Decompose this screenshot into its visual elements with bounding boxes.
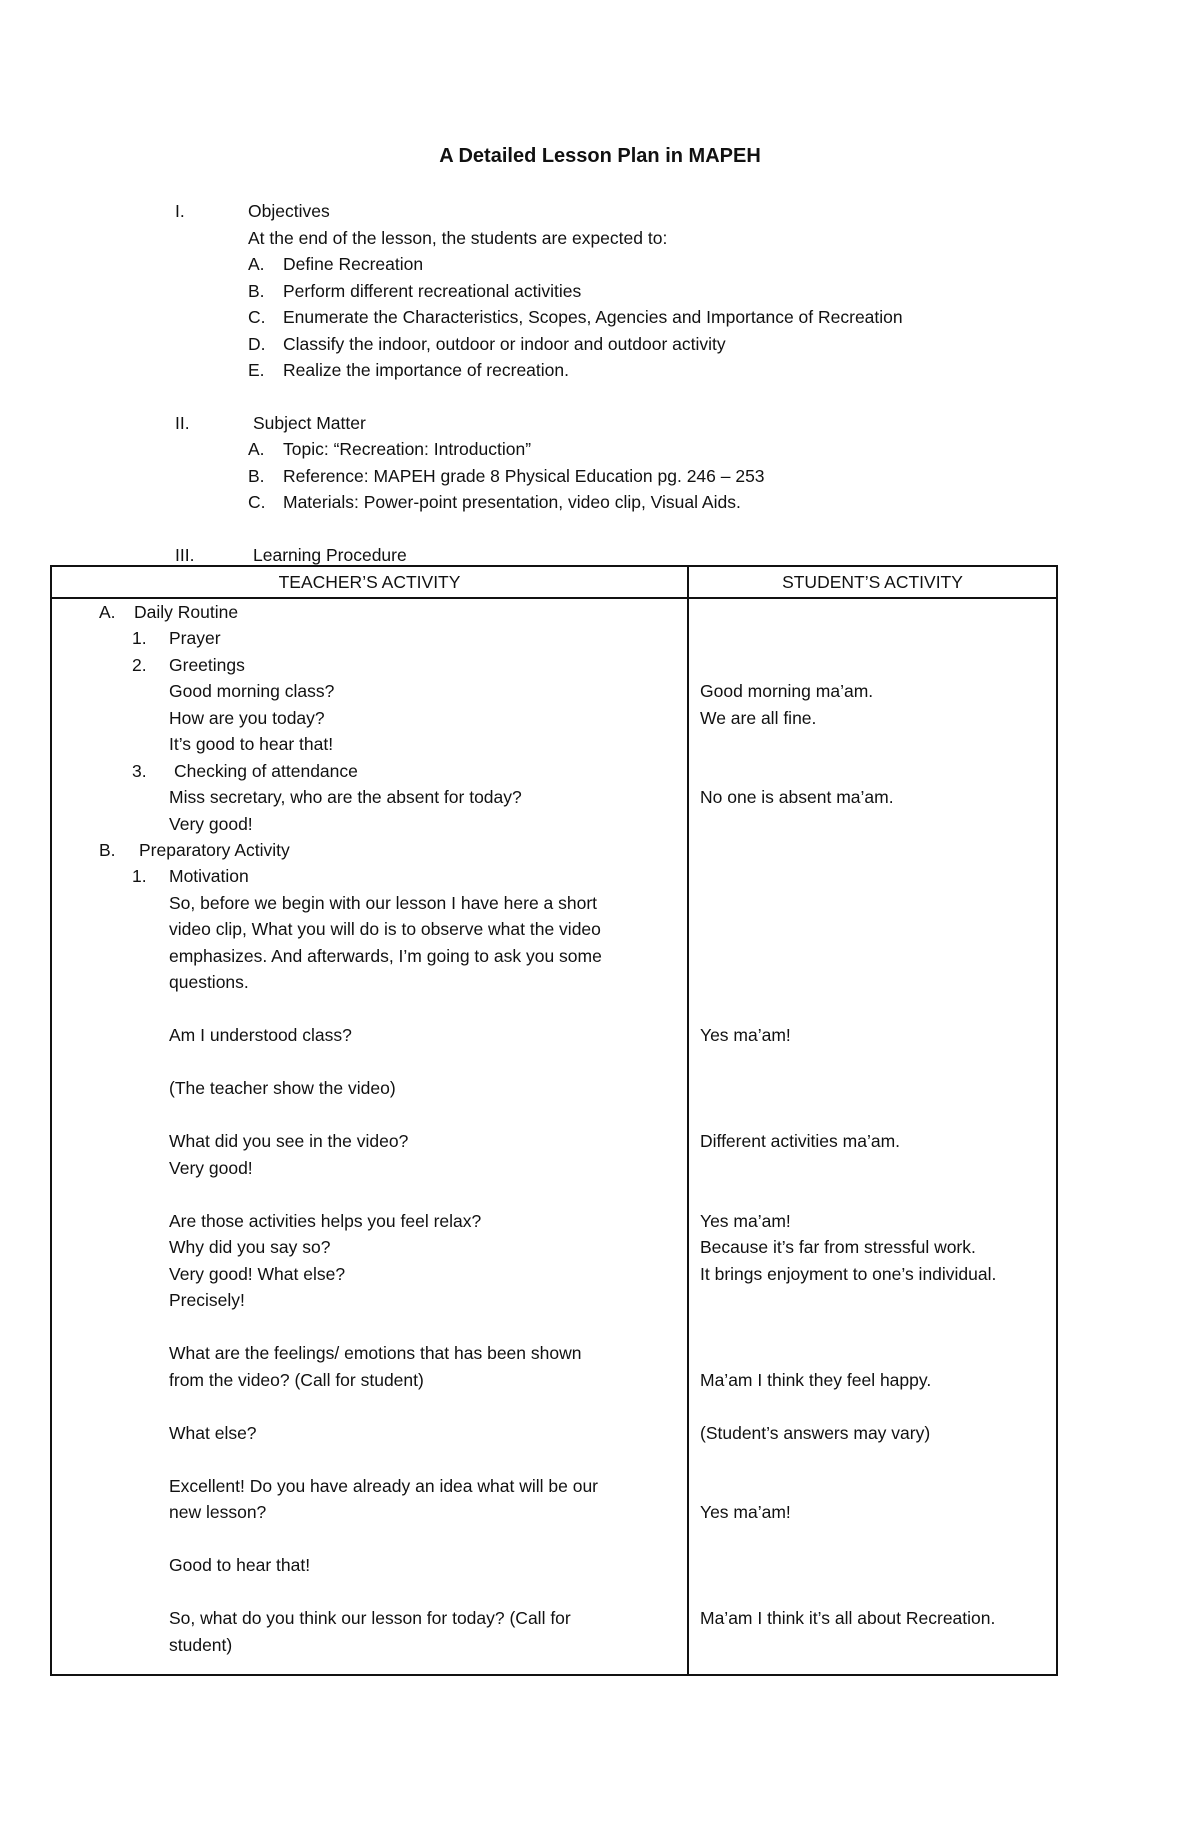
teacher-line: (The teacher show the video) (169, 1078, 396, 1098)
student-line: Different activities ma’am. (700, 1131, 901, 1151)
list-number: 1. (132, 866, 147, 886)
greetings-item: Greetings (169, 655, 245, 675)
teacher-line: Am I understood class? (169, 1025, 352, 1045)
header-divider (52, 597, 1056, 599)
subject-item: Reference: MAPEH grade 8 Physical Education pg. 246 – 253 (283, 466, 765, 486)
student-line: No one is absent ma’am. (700, 787, 894, 807)
objective-item: Realize the importance of recreation. (283, 360, 569, 380)
teacher-line: questions. (169, 972, 249, 992)
teacher-line: Why did you say so? (169, 1237, 331, 1257)
student-line: Good morning ma’am. (700, 681, 874, 701)
list-number: 2. (132, 655, 147, 675)
list-letter: E. (248, 360, 265, 380)
list-number: 1. (132, 628, 147, 648)
attendance-item: Checking of attendance (174, 761, 358, 781)
list-letter: B. (248, 466, 265, 486)
subject-item: Materials: Power-point presentation, video clip, Visual Aids. (283, 492, 741, 512)
section-heading-learning-procedure: Learning Procedure (253, 545, 407, 565)
student-activity-header: STUDENT’S ACTIVITY (782, 572, 963, 592)
objective-item: Classify the indoor, outdoor or indoor and outdoor activity (283, 334, 726, 354)
student-line: We are all fine. (700, 708, 817, 728)
teacher-line: What else? (169, 1423, 257, 1443)
teacher-line: Good morning class? (169, 681, 335, 701)
objective-item: Define Recreation (283, 254, 424, 274)
student-line: (Student’s answers may vary) (700, 1423, 931, 1443)
section-number: III. (175, 545, 195, 565)
student-line: Yes ma’am! (700, 1025, 791, 1045)
list-letter: D. (248, 334, 266, 354)
teacher-line: Excellent! Do you have already an idea what will be our (169, 1476, 598, 1496)
objective-item: Perform different recreational activities (283, 281, 582, 301)
motivation-item: Motivation (169, 866, 249, 886)
section-heading-objectives: Objectives (248, 201, 330, 221)
section-heading-subject-matter: Subject Matter (253, 413, 366, 433)
daily-routine-heading: Daily Routine (134, 602, 239, 622)
teacher-line: What did you see in the video? (169, 1131, 409, 1151)
teacher-line: It’s good to hear that! (169, 734, 334, 754)
teacher-line: new lesson? (169, 1502, 267, 1522)
section-number: II. (175, 413, 190, 433)
student-line: Yes ma’am! (700, 1502, 791, 1522)
student-line: It brings enjoyment to one’s individual. (700, 1264, 997, 1284)
list-letter: C. (248, 307, 266, 327)
teacher-line: What are the feelings/ emotions that has been shown (169, 1343, 582, 1363)
list-letter: A. (248, 439, 265, 459)
teacher-line: How are you today? (169, 708, 325, 728)
teacher-line: Very good! (169, 814, 253, 834)
list-letter: A. (248, 254, 265, 274)
teacher-line: Very good! (169, 1158, 253, 1178)
subject-item: Topic: “Recreation: Introduction” (283, 439, 532, 459)
teacher-line: Good to hear that! (169, 1555, 311, 1575)
student-line: Yes ma’am! (700, 1211, 791, 1231)
section-number: I. (175, 201, 185, 221)
objectives-intro: At the end of the lesson, the students are expected to: (248, 228, 668, 248)
list-letter: A. (99, 602, 116, 622)
list-letter: B. (99, 840, 116, 860)
teacher-line: So, what do you think our lesson for today? (Call for (169, 1608, 571, 1628)
teacher-activity-header: TEACHER’S ACTIVITY (278, 572, 461, 592)
teacher-line: Miss secretary, who are the absent for today? (169, 787, 522, 807)
teacher-line: student) (169, 1635, 233, 1655)
teacher-line: emphasizes. And afterwards, I’m going to ask you some (169, 946, 602, 966)
teacher-line: Precisely! (169, 1290, 245, 1310)
teacher-line: Very good! What else? (169, 1264, 346, 1284)
list-number: 3. (132, 761, 147, 781)
preparatory-heading: Preparatory Activity (139, 840, 290, 860)
page-title: A Detailed Lesson Plan in MAPEH (439, 145, 761, 167)
student-line: Ma’am I think they feel happy. (700, 1370, 932, 1390)
teacher-line: So, before we begin with our lesson I have here a short (169, 893, 598, 913)
list-letter: B. (248, 281, 265, 301)
teacher-line: video clip, What you will do is to observe what the video (169, 919, 601, 939)
student-line: Because it’s far from stressful work. (700, 1237, 976, 1257)
prayer-item: Prayer (169, 628, 221, 648)
student-line: Ma’am I think it’s all about Recreation. (700, 1608, 996, 1628)
activity-table (50, 565, 1058, 1676)
list-letter: C. (248, 492, 266, 512)
teacher-line: from the video? (Call for student) (169, 1370, 424, 1390)
objective-item: Enumerate the Characteristics, Scopes, Agencies and Importance of Recreation (283, 307, 903, 327)
teacher-line: Are those activities helps you feel relax? (169, 1211, 482, 1231)
column-divider (687, 567, 689, 1674)
